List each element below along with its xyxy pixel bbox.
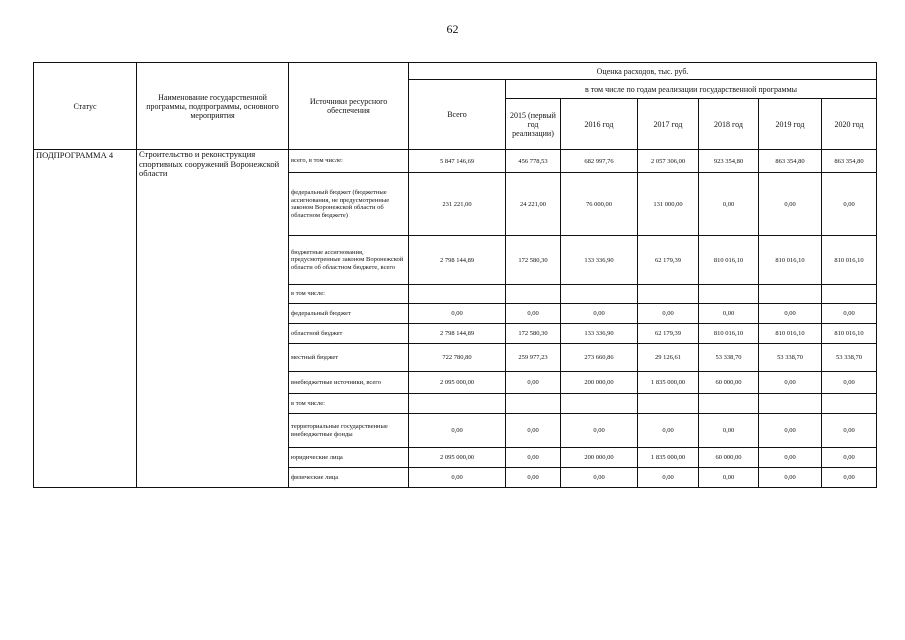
value-2015: 0,00 xyxy=(506,372,561,394)
value-2016 xyxy=(561,285,638,304)
value-total xyxy=(409,285,506,304)
value-2020: 810 016,10 xyxy=(822,324,877,344)
header-year-2020: 2020 год xyxy=(822,99,877,150)
value-2017 xyxy=(638,394,699,414)
value-total: 2 798 144,89 xyxy=(409,324,506,344)
value-2017: 0,00 xyxy=(638,304,699,324)
value-2018: 60 000,00 xyxy=(699,372,759,394)
value-2015: 172 580,30 xyxy=(506,236,561,285)
value-2018 xyxy=(699,285,759,304)
program-name-cell: Строительство и реконструкция спортивных сооружений Воронежской области xyxy=(137,150,289,488)
source-cell: территориальные государственные внебюджетные фонды xyxy=(289,414,409,448)
value-2017: 1 835 000,00 xyxy=(638,448,699,468)
value-2016: 76 000,00 xyxy=(561,173,638,236)
value-2015: 0,00 xyxy=(506,468,561,488)
source-cell: бюджетные ассигнования, предусмотренные законом Воронежской области об областном бюджете, всего xyxy=(289,236,409,285)
value-2015 xyxy=(506,285,561,304)
value-2017: 2 057 306,00 xyxy=(638,150,699,173)
header-by-years: в том числе по годам реализации государственной программы xyxy=(506,80,877,99)
value-2020 xyxy=(822,394,877,414)
value-2018: 0,00 xyxy=(699,414,759,448)
value-2017 xyxy=(638,285,699,304)
value-2019: 0,00 xyxy=(759,468,822,488)
value-2018: 0,00 xyxy=(699,173,759,236)
page-number: 62 xyxy=(446,22,459,36)
value-2018: 53 338,70 xyxy=(699,344,759,372)
header-status: Статус xyxy=(34,63,137,150)
value-2016: 200 000,00 xyxy=(561,448,638,468)
value-2019: 0,00 xyxy=(759,304,822,324)
value-2016: 133 336,90 xyxy=(561,324,638,344)
value-2015: 259 977,23 xyxy=(506,344,561,372)
value-2020: 0,00 xyxy=(822,414,877,448)
value-2020: 0,00 xyxy=(822,372,877,394)
value-2018: 923 354,80 xyxy=(699,150,759,173)
status-cell: ПОДПРОГРАММА 4 xyxy=(34,150,137,488)
value-2018: 0,00 xyxy=(699,304,759,324)
value-2015: 0,00 xyxy=(506,448,561,468)
value-2016: 0,00 xyxy=(561,414,638,448)
value-2017: 0,00 xyxy=(638,414,699,448)
value-2015: 0,00 xyxy=(506,414,561,448)
source-cell: всего, в том числе: xyxy=(289,150,409,173)
value-total: 2 798 144,89 xyxy=(409,236,506,285)
value-2017: 0,00 xyxy=(638,468,699,488)
value-2016: 0,00 xyxy=(561,304,638,324)
value-2020: 0,00 xyxy=(822,468,877,488)
value-2015 xyxy=(506,394,561,414)
value-2019: 0,00 xyxy=(759,372,822,394)
value-2016: 200 000,00 xyxy=(561,372,638,394)
value-2015: 172 580,30 xyxy=(506,324,561,344)
value-total: 231 221,00 xyxy=(409,173,506,236)
value-2018: 810 016,10 xyxy=(699,324,759,344)
value-2015: 0,00 xyxy=(506,304,561,324)
value-total: 2 095 000,00 xyxy=(409,372,506,394)
value-2020: 53 338,70 xyxy=(822,344,877,372)
value-2015: 456 778,53 xyxy=(506,150,561,173)
header-year-2015: 2015 (первый год реализации) xyxy=(506,99,561,150)
source-cell: физические лица xyxy=(289,468,409,488)
value-2020: 810 016,10 xyxy=(822,236,877,285)
value-2019: 810 016,10 xyxy=(759,324,822,344)
value-2016: 133 336,90 xyxy=(561,236,638,285)
value-2019: 0,00 xyxy=(759,414,822,448)
source-cell: областной бюджет xyxy=(289,324,409,344)
value-total: 722 780,80 xyxy=(409,344,506,372)
header-sources: Источники ресурсного обеспечения xyxy=(289,63,409,150)
header-year-2018: 2018 год xyxy=(699,99,759,150)
value-2017: 131 000,00 xyxy=(638,173,699,236)
value-2019: 0,00 xyxy=(759,173,822,236)
value-total: 0,00 xyxy=(409,304,506,324)
value-2017: 1 835 000,00 xyxy=(638,372,699,394)
value-2019 xyxy=(759,394,822,414)
value-2017: 62 179,39 xyxy=(638,324,699,344)
value-2020: 0,00 xyxy=(822,173,877,236)
value-2016: 0,00 xyxy=(561,468,638,488)
source-cell: в том числе: xyxy=(289,285,409,304)
value-2017: 29 126,61 xyxy=(638,344,699,372)
value-2019: 810 016,10 xyxy=(759,236,822,285)
value-2019 xyxy=(759,285,822,304)
value-2020: 0,00 xyxy=(822,304,877,324)
table-row xyxy=(34,150,877,173)
header-year-2019: 2019 год xyxy=(759,99,822,150)
value-2020: 863 354,80 xyxy=(822,150,877,173)
value-2016: 273 660,86 xyxy=(561,344,638,372)
source-cell: внебюджетные источники, всего xyxy=(289,372,409,394)
source-cell: местный бюджет xyxy=(289,344,409,372)
header-total: Всего xyxy=(409,80,506,150)
source-cell: федеральный бюджет (бюджетные ассигнования, не предусмотренные законом Воронежской области об областном бюджете) xyxy=(289,173,409,236)
value-2015: 24 221,00 xyxy=(506,173,561,236)
value-2017: 62 179,39 xyxy=(638,236,699,285)
source-cell: в том числе: xyxy=(289,394,409,414)
header-year-2017: 2017 год xyxy=(638,99,699,150)
value-total xyxy=(409,394,506,414)
value-2019: 0,00 xyxy=(759,448,822,468)
value-2016 xyxy=(561,394,638,414)
value-2019: 53 338,70 xyxy=(759,344,822,372)
value-total: 5 847 146,69 xyxy=(409,150,506,173)
budget-table xyxy=(33,62,877,488)
value-2018 xyxy=(699,394,759,414)
value-2016: 682 997,76 xyxy=(561,150,638,173)
value-2018: 60 000,00 xyxy=(699,448,759,468)
header-year-2016: 2016 год xyxy=(561,99,638,150)
value-2018: 810 016,10 xyxy=(699,236,759,285)
value-total: 0,00 xyxy=(409,468,506,488)
value-total: 0,00 xyxy=(409,414,506,448)
value-2020: 0,00 xyxy=(822,448,877,468)
source-cell: федеральный бюджет xyxy=(289,304,409,324)
header-estimate: Оценка расходов, тыс. руб. xyxy=(409,63,877,80)
value-2018: 0,00 xyxy=(699,468,759,488)
header-name: Наименование государственной программы, подпрограммы, основного мероприятия xyxy=(137,63,289,150)
value-2020 xyxy=(822,285,877,304)
value-2019: 863 354,80 xyxy=(759,150,822,173)
value-total: 2 095 000,00 xyxy=(409,448,506,468)
source-cell: юридические лица xyxy=(289,448,409,468)
